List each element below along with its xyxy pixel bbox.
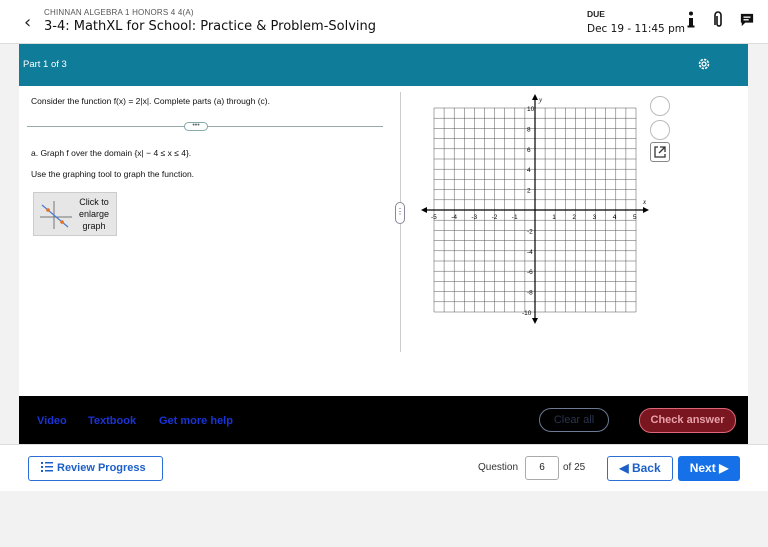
question-prompt: Consider the function f(x) = 2|x|. Complete parts (a) through (c). [31,96,270,106]
x-tick-label: 3 [592,214,597,221]
get-more-help-link[interactable]: Get more help [159,415,233,427]
expand-dots-button[interactable]: ••• [184,122,208,131]
graph-tool-option[interactable] [650,96,670,116]
splitter-handle[interactable]: ⋮ [395,202,405,224]
graph-tool-option[interactable] [650,120,670,140]
x-tick-label: -2 [491,214,498,221]
x-axis-arrow-left [421,207,427,213]
caret-left-icon: ◀ [619,461,629,475]
caret-right-icon: ▶ [719,461,729,475]
question-total: of 25 [563,462,586,473]
y-axis-arrow-down [532,318,538,324]
instruction-text: Use the graphing tool to graph the function. [31,169,195,179]
enlarge-graph-button[interactable] [33,192,117,236]
question-number-input[interactable]: 6 [525,456,559,480]
x-axis-arrow-right [643,207,649,213]
part-indicator: Part 1 of 3 [23,59,67,70]
y-tick-label: 4 [527,167,531,175]
question-panel [19,44,748,444]
coordinate-grid[interactable] [421,94,651,324]
popout-icon [651,143,669,161]
settings-gear-icon[interactable] [697,57,711,71]
y-tick-label: -2 [527,228,533,236]
next-label: Next [689,461,716,475]
y-axis-label: y [539,96,543,104]
list-icon [41,462,53,472]
y-tick-label: -6 [527,269,533,277]
y-tick-label: -10 [522,310,532,317]
x-tick-label: 1 [552,214,556,221]
review-progress-label: Review Progress [57,462,146,474]
y-tick-label: 2 [527,187,531,195]
enlarge-label: Click to enlarge graph [78,197,110,231]
y-tick-label: -8 [527,289,533,297]
question-label: Question [478,462,519,473]
x-tick-label: 2 [572,214,577,221]
comment-icon[interactable] [740,10,754,30]
due-label: DUE [587,9,605,19]
footer-bar [0,444,768,491]
back-chevron-icon[interactable]: ‹ [24,12,32,33]
x-axis-label: x [643,198,647,206]
due-date: Dec 19 - 11:45 pm [587,23,685,35]
back-label: Back [631,461,661,475]
check-answer-button[interactable]: Check answer [639,408,736,433]
graph-thumbnail-icon [38,199,74,231]
question-pane [19,86,399,396]
top-bar [0,0,768,44]
x-tick-label: -1 [511,214,518,221]
y-tick-label: 10 [527,106,535,113]
textbook-link[interactable]: Textbook [88,415,137,427]
paperclip-icon[interactable] [712,10,726,30]
x-tick-label: 5 [633,214,637,221]
x-tick-label: -4 [451,214,457,221]
x-tick-label: -3 [471,214,478,221]
part-bar [19,44,748,86]
course-name: CHINNAN ALGEBRA 1 HONORS 4 4(A) [44,8,194,17]
video-link[interactable]: Video [37,415,67,427]
y-tick-label: 6 [527,146,531,154]
action-bar [19,396,748,444]
x-tick-label: -5 [431,214,437,221]
info-icon[interactable] [684,10,698,30]
y-tick-label: 8 [527,126,531,134]
part-a-text: a. Graph f over the domain {x| − 4 ≤ x ≤ 4}. [31,148,192,158]
tick-labels [431,106,637,317]
x-tick-label: 4 [612,214,617,221]
next-button[interactable] [678,456,740,481]
back-button[interactable] [607,456,673,481]
assignment-title: 3-4: MathXL for School: Practice & Problem-Solving [44,19,377,34]
clear-all-button[interactable]: Clear all [539,408,609,432]
y-axis-arrow-up [532,94,538,100]
review-progress-button[interactable] [28,456,163,481]
y-tick-label: -4 [527,248,533,256]
popout-button[interactable] [650,142,670,162]
